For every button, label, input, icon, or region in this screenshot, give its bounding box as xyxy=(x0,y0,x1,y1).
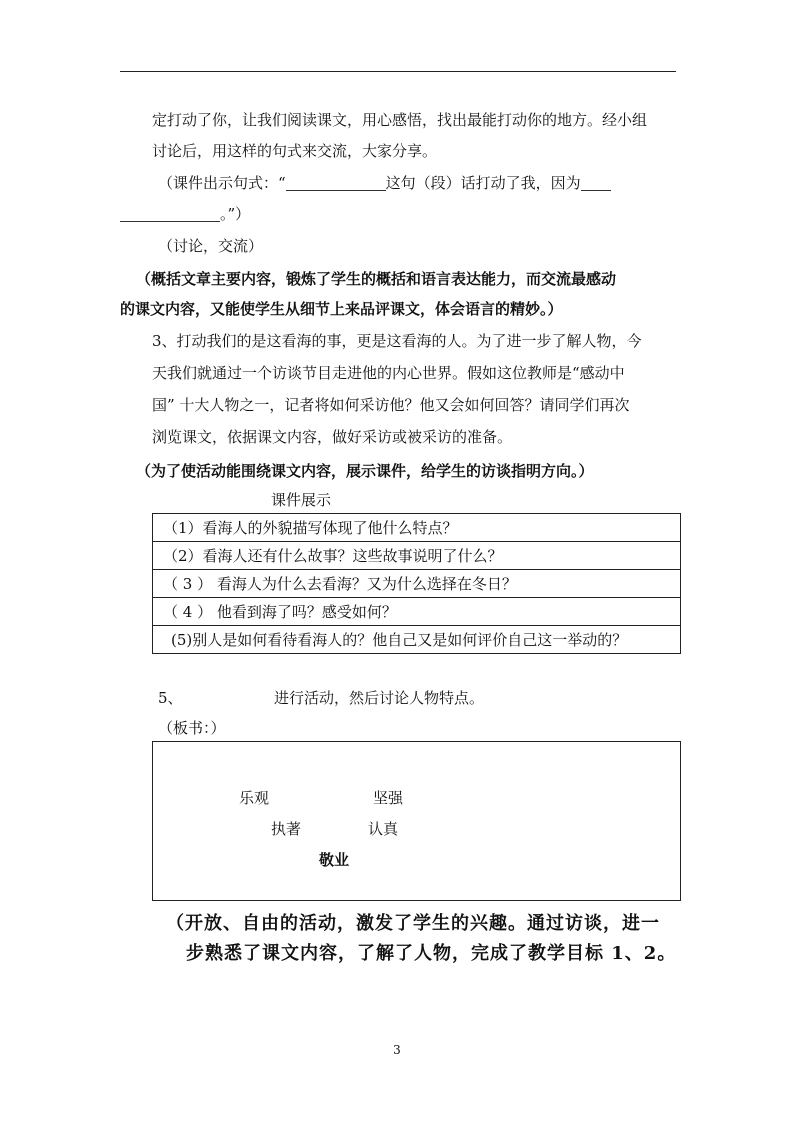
question-cell: （2）看海人还有什么故事？这些故事说明了什么？ xyxy=(153,542,681,570)
fill-blank xyxy=(286,174,386,191)
fill-blank xyxy=(581,174,611,191)
question-cell: （ 3 ） 看海人为什么去看海？又为什么选择在冬日？ xyxy=(153,570,681,598)
bold-commentary-line: 的课文内容，又能使学生从细节上来品评课文，体会语言的精妙。） xyxy=(120,300,563,318)
sentence-pattern-middle: 这句（段）话打动了我，因为 xyxy=(385,174,581,192)
fill-blank xyxy=(120,205,220,222)
step-text: 进行活动，然后讨论人物特点。 xyxy=(274,689,485,707)
sentence-pattern-prefix: （课件出示句式：“ xyxy=(158,174,286,192)
paragraph-line: 3、打动我们的是这看海的事，更是这看海的人。为了进一步了解人物，今 xyxy=(152,332,642,350)
table-row xyxy=(153,598,681,626)
bold-commentary-line: （为了使活动能围绕课文内容，展示课件，给学生的访谈指明方向。） xyxy=(136,462,594,480)
sentence-pattern-line xyxy=(158,173,611,193)
bold-commentary-line: （概括文章主要内容，锻炼了学生的概括和语言表达能力，而交流最感动 xyxy=(136,270,617,288)
board-word: 乐观 xyxy=(239,789,270,807)
summary-line: （开放、自由的活动，激发了学生的兴趣。通过访谈，进一 xyxy=(166,913,660,934)
question-cell: （1）看海人的外貌描写体现了他什么特点？ xyxy=(153,514,681,542)
page-number: 3 xyxy=(393,1043,401,1057)
step-number: 5、 xyxy=(158,689,183,707)
question-cell: （ 4 ） 他看到海了吗？感受如何？ xyxy=(153,598,681,626)
paragraph-line: 天我们就通过一个访谈节目走进他的内心世界。假如这位教师是“感动中 xyxy=(152,364,625,382)
board-word: 坚强 xyxy=(373,789,404,807)
board-word: 执著 xyxy=(271,820,302,838)
courseware-label: 课件展示 xyxy=(271,491,332,509)
blackboard-box xyxy=(152,741,681,901)
paragraph-line: 定打动了你，让我们阅读课文，用心感悟，找出最能打动你的地方。经小组 xyxy=(152,111,648,129)
paragraph-line: 讨论后，用这样的句式来交流，大家分享。 xyxy=(152,142,438,160)
board-word: 认真 xyxy=(368,820,399,838)
table-row xyxy=(153,570,681,598)
board-label: （板书：） xyxy=(158,719,226,737)
table-row xyxy=(153,626,681,654)
paragraph-line: 国” 十大人物之一，记者将如何采访他？他又会如何回答？请同学们再次 xyxy=(152,396,630,414)
table-row xyxy=(153,514,681,542)
paragraph-line: 浏览课文，依据课文内容，做好采访或被采访的准备。 xyxy=(152,428,513,446)
sentence-pattern-end: 。”） xyxy=(220,205,251,223)
question-cell: (5)别人是如何看待看海人的？他自己又是如何评价自己这一举动的？ xyxy=(153,626,681,654)
sentence-pattern-line-2 xyxy=(120,204,250,224)
summary-line: 步熟悉了课文内容，了解了人物，完成了教学目标 1、2。 xyxy=(186,943,677,964)
table-row xyxy=(153,542,681,570)
board-center-word: 敬业 xyxy=(319,851,350,869)
discussion-note: （讨论，交流） xyxy=(158,237,264,255)
question-table xyxy=(152,513,681,654)
header-rule xyxy=(120,71,676,72)
